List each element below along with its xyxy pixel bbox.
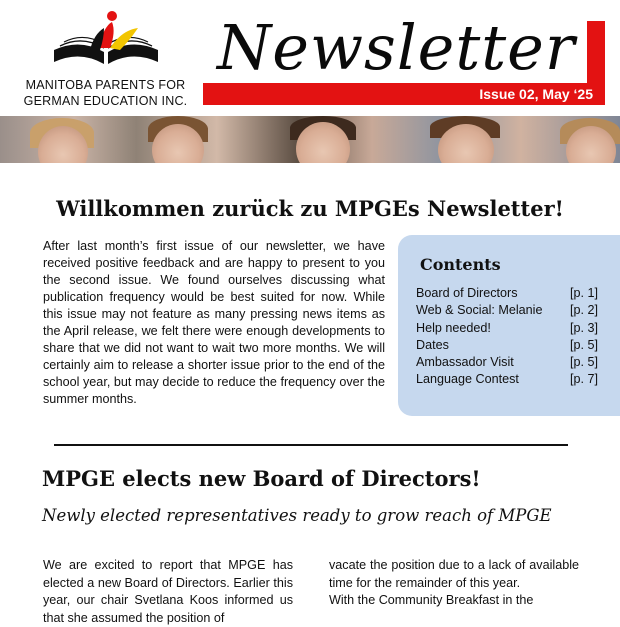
contents-item-page: [p. 3] bbox=[569, 320, 598, 335]
contents-item[interactable] bbox=[416, 337, 598, 354]
article-paragraph: With the Community Breakfast in the bbox=[329, 593, 534, 607]
contents-item[interactable] bbox=[416, 320, 598, 337]
contents-item[interactable] bbox=[416, 354, 598, 371]
contents-list bbox=[416, 285, 598, 389]
contents-item-label: Language Contest bbox=[416, 372, 519, 387]
children-banner-photo bbox=[0, 116, 620, 163]
contents-item[interactable] bbox=[416, 302, 598, 319]
contents-title: Contents bbox=[420, 255, 501, 274]
article-column-right bbox=[329, 557, 579, 610]
contents-item-page: [p. 7] bbox=[569, 372, 598, 387]
welcome-title: Willkommen zurück zu MPGEs Newsletter! bbox=[56, 196, 564, 221]
contents-item[interactable] bbox=[416, 371, 598, 388]
article-paragraph: vacate the position due to a lack of available time for the remainder of this year. bbox=[329, 558, 579, 590]
contents-item-label: Board of Directors bbox=[416, 286, 518, 300]
contents-item-page: [p. 5] bbox=[569, 355, 598, 370]
intro-paragraph: After last month’s first issue of our newsletter, we have received positive feedback and are happy to present to you the second issue. We found ourselves discussing what publication frequency would be best suited for now. While this issue may not feature as many pressing news items as the April release, we felt there were enough developments to share that we did not want to wait two more months. We will certainly aim to release a shorter issue prior to the end of the school year, but may decide to reduce the frequency over the summer months. bbox=[43, 239, 385, 406]
masthead bbox=[203, 11, 605, 105]
contents-box bbox=[398, 235, 620, 416]
article-column-left: We are excited to report that MPGE has elected a new Board of Directors. Earlier this year, our chair Svetlana Koos informed us that she assumed the position of bbox=[43, 558, 293, 625]
contents-item-label: Ambassador Visit bbox=[416, 355, 514, 370]
book-logo-icon bbox=[46, 8, 166, 70]
section-divider bbox=[54, 444, 568, 446]
article-subtitle: Newly elected representatives ready to grow reach of MPGE bbox=[42, 506, 552, 525]
newsletter-title: Newsletter bbox=[217, 11, 576, 84]
org-logo bbox=[18, 8, 193, 108]
contents-item-page: [p. 1] bbox=[569, 286, 598, 300]
issue-label: Issue 02, May ‘25 bbox=[479, 86, 593, 102]
contents-item[interactable] bbox=[416, 285, 598, 302]
contents-item-label: Help needed! bbox=[416, 320, 491, 335]
contents-item-page: [p. 5] bbox=[569, 337, 598, 352]
org-name-line-1: MANITOBA PARENTS FOR bbox=[25, 78, 186, 92]
article-title: MPGE elects new Board of Directors! bbox=[42, 466, 481, 491]
org-name-line-2: GERMAN EDUCATION INC. bbox=[23, 94, 188, 108]
contents-item-page: [p. 2] bbox=[569, 303, 598, 318]
contents-item-label: Web & Social: Melanie bbox=[416, 303, 543, 318]
contents-item-label: Dates bbox=[416, 337, 449, 352]
